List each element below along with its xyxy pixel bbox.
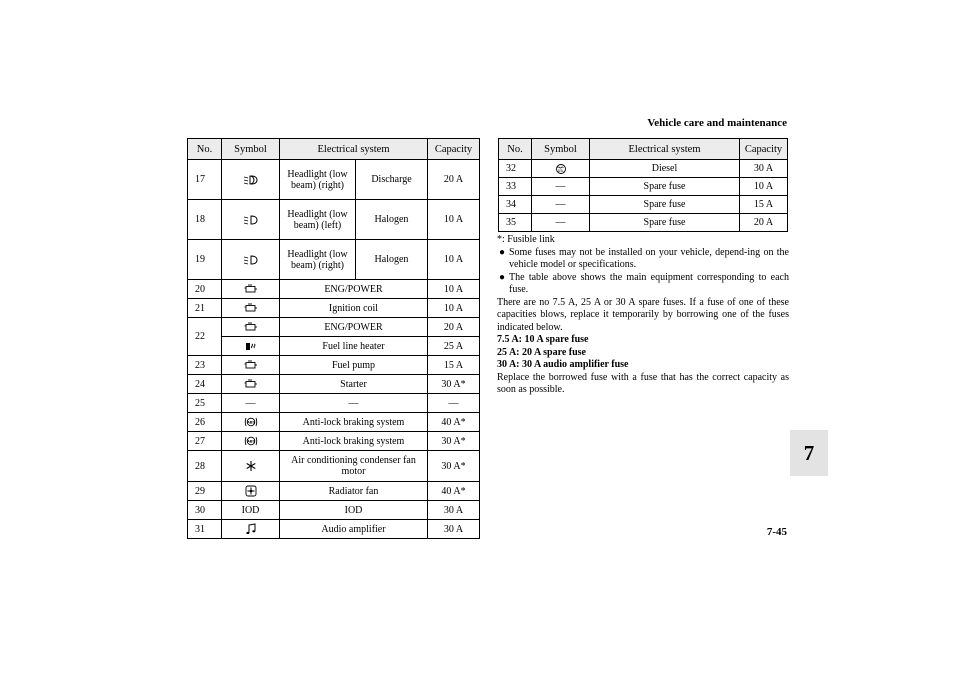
fuse-number: 28 (188, 451, 222, 482)
fuse-number: 19 (188, 240, 222, 280)
system-name: Headlight (low beam) (left) (280, 200, 356, 240)
engine-icon (244, 360, 258, 370)
fuse-number: 34 (499, 196, 532, 214)
fuse-number: 33 (499, 178, 532, 196)
system-type: Halogen (356, 240, 428, 280)
capacity: 10 A (428, 200, 480, 240)
capacity: 10 A (428, 240, 480, 280)
fuse-number: 26 (188, 413, 222, 432)
table-row (188, 160, 480, 200)
system-name: Air conditioning condenser fan motor (280, 451, 428, 482)
fuse-number: 23 (188, 356, 222, 375)
spare-fuse-rule: 7.5 A: 10 A spare fuse (497, 334, 589, 345)
symbol-cell (222, 413, 280, 432)
capacity: 30 A (428, 520, 480, 539)
table-row (188, 356, 480, 375)
engine-icon (244, 322, 258, 332)
system-name: Headlight (low beam) (right) (280, 240, 356, 280)
capacity: 40 A* (428, 413, 480, 432)
system-name: ENG/POWER (280, 280, 428, 299)
symbol-cell (222, 356, 280, 375)
headlight-icon (243, 254, 259, 266)
capacity: 20 A (428, 160, 480, 200)
bullet-text: The table above shows the main equipment corresponding to each fuse. (509, 271, 789, 295)
spare-fuse-paragraph: There are no 7.5 A, 25 A or 30 A spare fuses. If a fuse of one of these capacities blows, replace it temporarily by borrowing one of the fuses indicated below. (497, 296, 789, 333)
fuse-number: 21 (188, 299, 222, 318)
capacity: 15 A (740, 196, 788, 214)
table-row (188, 200, 480, 240)
table-row (188, 375, 480, 394)
symbol-cell (222, 299, 280, 318)
symbol-cell (222, 318, 280, 337)
capacity: 30 A* (428, 451, 480, 482)
symbol-cell (222, 375, 280, 394)
table-row (188, 318, 480, 337)
fusible-link-note: *: Fusible link (497, 234, 555, 245)
chapter-number: 7 (803, 441, 815, 465)
capacity: 10 A (428, 280, 480, 299)
bullet-icon: ● (499, 271, 506, 283)
symbol-cell: — (532, 178, 590, 196)
system-type: Discharge (356, 160, 428, 200)
system-name: Starter (280, 375, 428, 394)
table-row (188, 299, 480, 318)
capacity: 15 A (428, 356, 480, 375)
radiator-fan-icon (245, 485, 257, 497)
closing-paragraph: Replace the borrowed fuse with a fuse that has the correct capacity as soon as possible. (497, 371, 789, 395)
system-name: Spare fuse (590, 178, 740, 196)
col-header-system: Electrical system (590, 139, 740, 160)
svg-text:ABS: ABS (246, 420, 255, 425)
fuse-number: 25 (188, 394, 222, 413)
col-header-no: No. (188, 139, 222, 160)
table-row (499, 196, 788, 214)
symbol-cell (222, 200, 280, 240)
table-row (188, 451, 480, 482)
system-name: Audio amplifier (280, 520, 428, 539)
col-header-symbol: Symbol (222, 139, 280, 160)
system-name: Ignition coil (280, 299, 428, 318)
diesel-icon (554, 163, 568, 175)
fuel-heater-icon (245, 341, 257, 351)
bullet-item (497, 272, 789, 297)
svg-text:DSL: DSL (557, 168, 564, 173)
symbol-cell (222, 520, 280, 539)
capacity: 10 A (428, 299, 480, 318)
capacity: 20 A (740, 214, 788, 232)
table-row (188, 432, 480, 451)
svg-text:ABS: ABS (246, 439, 255, 444)
symbol-cell (222, 160, 280, 200)
section-header: Vehicle care and maintenance (647, 117, 787, 129)
page-number: 7-45 (766, 526, 787, 538)
snowflake-icon (245, 460, 257, 472)
table-row (499, 214, 788, 232)
table-row (188, 280, 480, 299)
capacity: 20 A (428, 318, 480, 337)
col-header-no: No. (499, 139, 532, 160)
symbol-cell: — (532, 214, 590, 232)
system-name: Headlight (low beam) (right) (280, 160, 356, 200)
capacity: 40 A* (428, 482, 480, 501)
fuse-number: 20 (188, 280, 222, 299)
fuse-number: 32 (499, 160, 532, 178)
col-header-symbol: Symbol (532, 139, 590, 160)
capacity: — (428, 394, 480, 413)
notes-section (497, 234, 789, 397)
symbol-cell: — (532, 196, 590, 214)
table-row (188, 482, 480, 501)
col-header-system: Electrical system (280, 139, 428, 160)
fuse-number: 17 (188, 160, 222, 200)
fuse-number: 27 (188, 432, 222, 451)
spare-fuse-rule: 25 A: 20 A spare fuse (497, 346, 586, 358)
symbol-cell (532, 160, 590, 178)
table-row (188, 501, 480, 520)
fuse-number: 35 (499, 214, 532, 232)
system-name: — (280, 394, 428, 413)
engine-icon (244, 284, 258, 294)
system-name: Fuel pump (280, 356, 428, 375)
capacity: 10 A (740, 178, 788, 196)
music-note-icon (245, 523, 257, 535)
fuse-number: 22 (188, 318, 222, 356)
symbol-cell (222, 240, 280, 280)
chapter-tab (790, 430, 828, 476)
symbol-cell (222, 451, 280, 482)
col-header-capacity: Capacity (740, 139, 788, 160)
spare-fuse-rule: 30 A: 30 A audio amplifier fuse (497, 359, 629, 370)
symbol-cell (222, 482, 280, 501)
table-row (188, 337, 480, 356)
bullet-item (497, 247, 789, 272)
symbol-cell (222, 432, 280, 451)
symbol-cell: IOD (222, 501, 280, 520)
fuse-number: 29 (188, 482, 222, 501)
fuse-table-left (187, 138, 480, 539)
fuse-number: 24 (188, 375, 222, 394)
headlight-icon (243, 214, 259, 226)
fuse-number: 18 (188, 200, 222, 240)
engine-icon (244, 379, 258, 389)
system-name: IOD (280, 501, 428, 520)
system-name: ENG/POWER (280, 318, 428, 337)
bullet-text: Some fuses may not be installed on your vehicle, depend-ing on the vehicle model or specifications. (509, 246, 789, 270)
system-name: Radiator fan (280, 482, 428, 501)
system-name: Spare fuse (590, 196, 740, 214)
system-name: Fuel line heater (280, 337, 428, 356)
capacity: 30 A* (428, 432, 480, 451)
bullet-icon: ● (499, 246, 506, 258)
system-name: Anti-lock braking system (280, 432, 428, 451)
fuse-table-right (498, 138, 788, 232)
table-row (188, 240, 480, 280)
system-type: Halogen (356, 200, 428, 240)
capacity: 30 A (740, 160, 788, 178)
table-row (188, 394, 480, 413)
symbol-cell (222, 337, 280, 356)
symbol-cell: — (222, 394, 280, 413)
table-row (188, 413, 480, 432)
col-header-capacity: Capacity (428, 139, 480, 160)
abs-icon (244, 435, 258, 447)
capacity: 30 A* (428, 375, 480, 394)
symbol-cell (222, 280, 280, 299)
capacity: 30 A (428, 501, 480, 520)
system-name: Anti-lock braking system (280, 413, 428, 432)
table-row (499, 178, 788, 196)
table-row (188, 520, 480, 539)
fuse-number: 30 (188, 501, 222, 520)
engine-icon (244, 303, 258, 313)
table-row (499, 160, 788, 178)
capacity: 25 A (428, 337, 480, 356)
abs-icon (244, 416, 258, 428)
headlight-icon (243, 174, 259, 186)
fuse-number: 31 (188, 520, 222, 539)
system-name: Diesel (590, 160, 740, 178)
system-name: Spare fuse (590, 214, 740, 232)
